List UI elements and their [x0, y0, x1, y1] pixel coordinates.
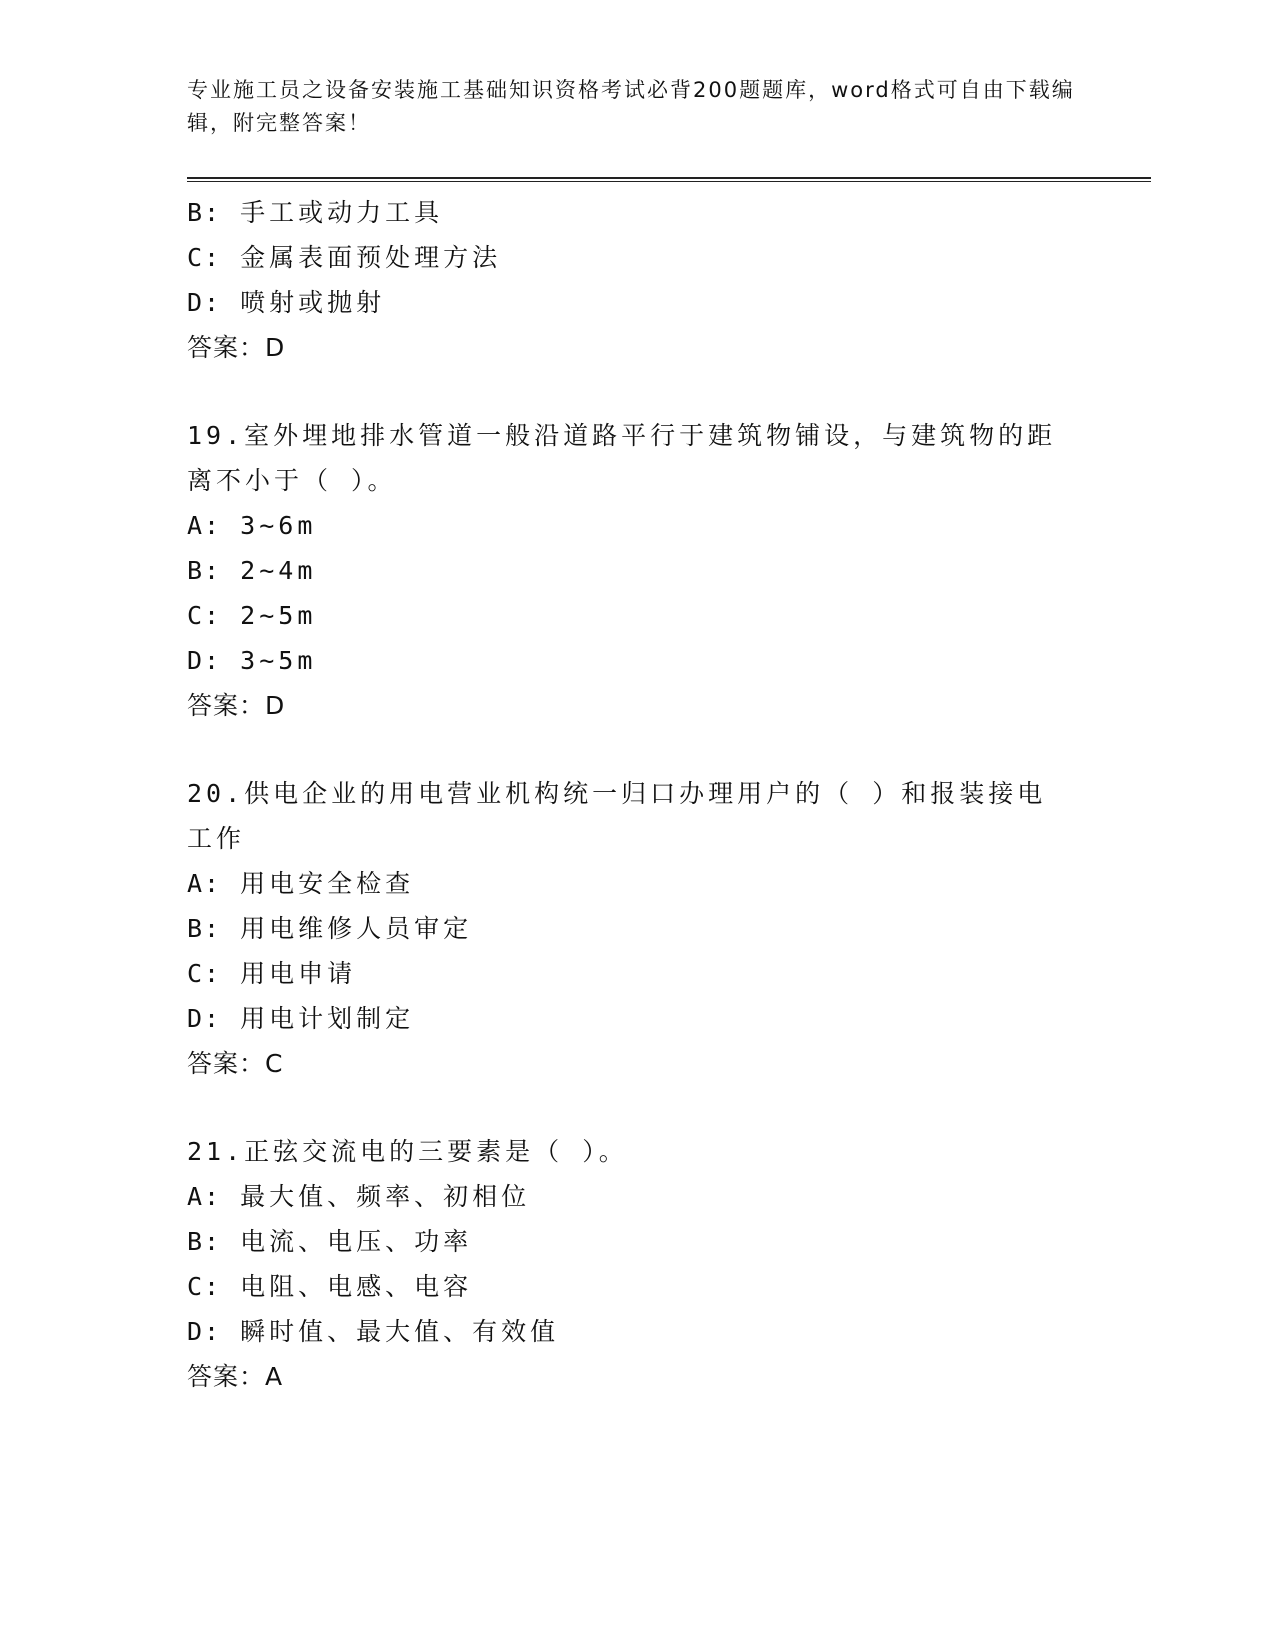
option-label: C:: [187, 959, 222, 988]
option-text: 用电安全检查: [240, 869, 415, 898]
option-text: 2~4m: [240, 556, 317, 585]
option-c: [187, 1264, 1087, 1309]
option-text: 3~6m: [240, 511, 317, 540]
question-20: [187, 771, 1087, 1086]
answer: 答案：A: [187, 1362, 284, 1391]
option-label: C:: [187, 1272, 222, 1301]
question-18-continued: [187, 190, 1087, 370]
option-b: [187, 190, 1087, 235]
option-text: 3~5m: [240, 646, 317, 675]
document-header: 专业施工员之设备安装施工基础知识资格考试必背200题题库，word格式可自由下载编辑，附完整答案！: [187, 78, 1075, 135]
option-label: A:: [187, 1182, 222, 1211]
option-text: 金属表面预处理方法: [240, 243, 502, 272]
option-d: [187, 1309, 1087, 1354]
header-divider: [187, 177, 1151, 179]
option-label: B:: [187, 556, 222, 585]
question-list: [187, 190, 1087, 1399]
option-label: C:: [187, 601, 222, 630]
option-c: [187, 235, 1087, 280]
option-text: 2~5m: [240, 601, 317, 630]
question-stem: 19.室外埋地排水管道一般沿道路平行于建筑物铺设，与建筑物的距离不小于（ ）。: [187, 421, 1057, 495]
option-text: 电阻、电感、电容: [240, 1272, 473, 1301]
option-label: B:: [187, 198, 222, 227]
header-divider-thin: [187, 181, 1151, 182]
option-label: C:: [187, 243, 222, 272]
question-stem: 20.供电企业的用电营业机构统一归口办理用户的（ ）和报装接电工作: [187, 779, 1047, 853]
option-label: D:: [187, 646, 222, 675]
question-19: [187, 413, 1087, 728]
answer: 答案：D: [187, 691, 286, 720]
option-c: [187, 593, 1087, 638]
option-label: B:: [187, 914, 222, 943]
option-a: [187, 861, 1087, 906]
question-stem: 21.正弦交流电的三要素是（ ）。: [187, 1137, 628, 1166]
option-text: 用电计划制定: [240, 1004, 415, 1033]
option-label: D:: [187, 1004, 222, 1033]
option-label: A:: [187, 511, 222, 540]
option-b: [187, 906, 1087, 951]
spacer: [187, 1086, 1087, 1129]
option-text: 用电申请: [240, 959, 357, 988]
option-d: [187, 996, 1087, 1041]
option-label: A:: [187, 869, 222, 898]
answer: 答案：C: [187, 1049, 284, 1078]
spacer: [187, 728, 1087, 771]
answer: 答案：D: [187, 333, 286, 362]
option-label: D:: [187, 1317, 222, 1346]
option-d: [187, 280, 1087, 325]
option-label: B:: [187, 1227, 222, 1256]
option-b: [187, 548, 1087, 593]
option-text: 手工或动力工具: [240, 198, 444, 227]
option-text: 喷射或抛射: [240, 288, 386, 317]
option-a: [187, 1174, 1087, 1219]
option-text: 电流、电压、功率: [240, 1227, 473, 1256]
option-c: [187, 951, 1087, 996]
option-text: 瞬时值、最大值、有效值: [240, 1317, 560, 1346]
option-text: 最大值、频率、初相位: [240, 1182, 531, 1211]
option-text: 用电维修人员审定: [240, 914, 473, 943]
option-d: [187, 638, 1087, 683]
option-b: [187, 1219, 1087, 1264]
question-21: [187, 1129, 1087, 1399]
option-label: D:: [187, 288, 222, 317]
spacer: [187, 370, 1087, 413]
option-a: [187, 503, 1087, 548]
